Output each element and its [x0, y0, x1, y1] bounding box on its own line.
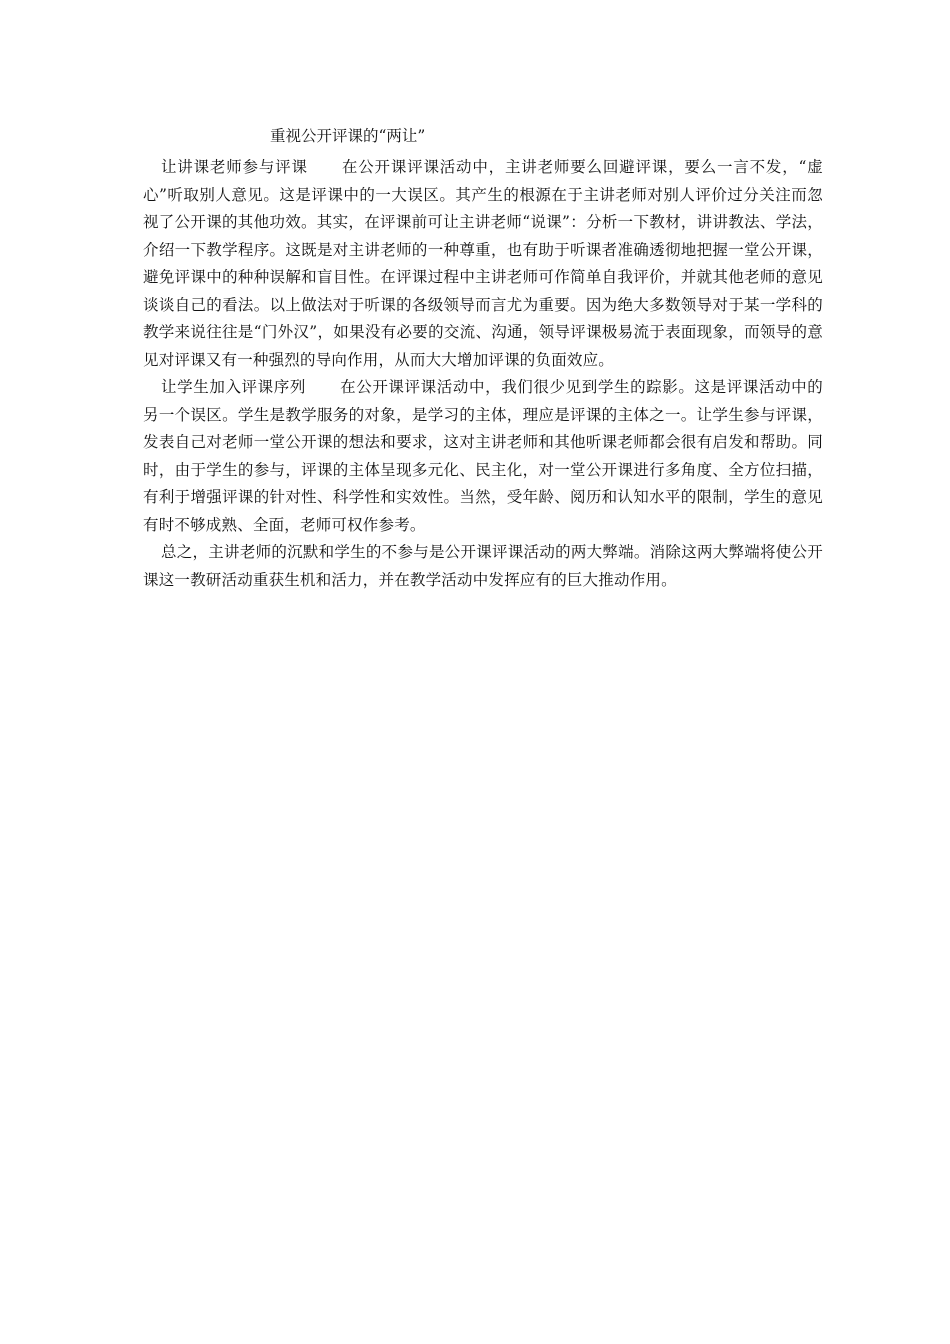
conclusion-paragraph: 总之，主讲老师的沉默和学生的不参与是公开课评课活动的两大弊端。消除这两大弊端将使公开课这一教研活动重获生机和活力，并在教学活动中发挥应有的巨大推动作用。 — [143, 543, 823, 589]
document-content — [143, 124, 823, 594]
section-paragraph-1 — [143, 154, 823, 374]
document-title: 重视公开评课的“两让” — [270, 127, 426, 145]
section-body-2: 在公开课评课活动中，我们很少见到学生的踪影。这是评课活动中的另一个误区。学生是教学服务的对象，是学习的主体，理应是评课的主体之一。让学生参与评课，发表自己对老师一堂公开课的想法和要求，这对主讲老师和其他听课老师都会很有启发和帮助。同时，由于学生的参与，评课的主体呈现多元化、民主化，对一堂公开课进行多角度、全方位扫描，有利于增强评课的针对性、科学性和实效性。当然，受年龄、阅历和认知水平的限制，学生的意见有时不够成熟、全面，老师可权作参考。 — [143, 378, 823, 534]
section-paragraph-2 — [143, 374, 823, 539]
section-heading-2: 让学生加入评课序列 — [161, 378, 306, 396]
section-heading-1: 让讲课老师参与评课 — [161, 158, 308, 176]
section-body-1: 在公开课评课活动中，主讲老师要么回避评课，要么一言不发，“虚心”听取别人意见。这是评课中的一大误区。其产生的根源在于主讲老师对别人评价过分关注而忽视了公开课的其他功效。其实，在评课前可让主讲老师“说课”：分析一下教材，讲讲教法、学法，介绍一下教学程序。这既是对主讲老师的一种尊重，也有助于听课者准确透彻地把握一堂公开课，避免评课中的种种误解和盲目性。在评课过程中主讲老师可作简单自我评价，并就其他老师的意见谈谈自己的看法。以上做法对于听课的各级领导而言尤为重要。因为绝大多数领导对于某一学科的教学来说往往是“门外汉”，如果没有必要的交流、沟通，领导评课极易流于表面现象，而领导的意见对评课又有一种强烈的导向作用，从而大大增加评课的负面效应。 — [143, 158, 823, 369]
